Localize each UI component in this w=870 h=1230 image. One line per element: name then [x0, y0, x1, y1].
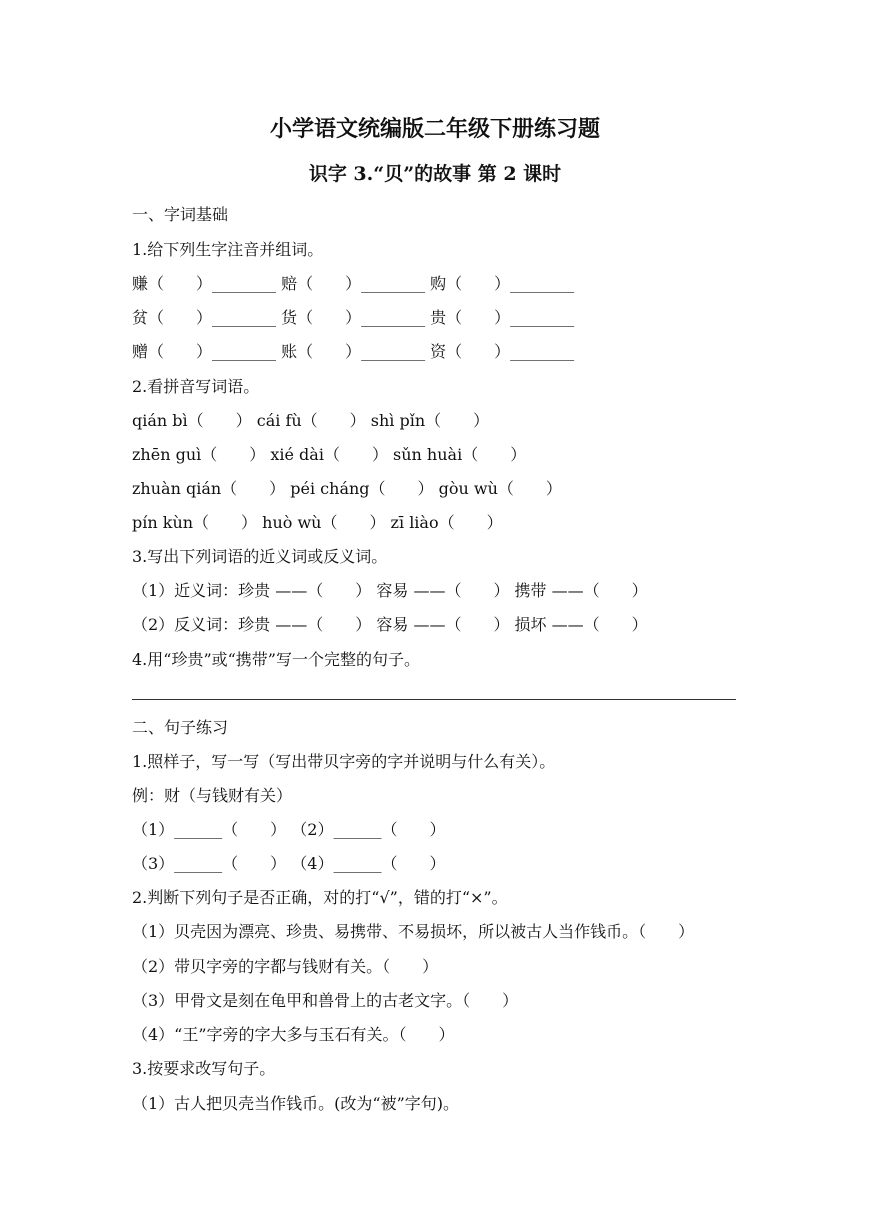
question-prompt: 4.用“珍贵”或“携带”写一个完整的句子。: [132, 650, 420, 669]
exercise-row: qián bì（ ） cái fù（ ） shì pǐn（ ）: [132, 411, 490, 430]
section-heading: 一、字词基础: [132, 205, 229, 224]
judgment-item: （2）带贝字旁的字都与钱财有关。（ ）: [132, 957, 439, 976]
exercise-row: pín kùn（ ） huò wù（ ） zī liào（ ）: [132, 513, 503, 532]
exercise-row: （2）反义词：珍贵 ——（ ） 容易 ——（ ） 损坏 ——（ ）: [132, 615, 648, 634]
section-heading: 二、句子练习: [132, 718, 229, 737]
question-prompt: 2.判断下列句子是否正确，对的打“√”，错的打“×”。: [132, 888, 508, 907]
exercise-row: （1）近义词：珍贵 ——（ ） 容易 ——（ ） 携带 ——（ ）: [132, 581, 648, 600]
judgment-item: （1）贝壳因为漂亮、珍贵、易携带、不易损坏，所以被古人当作钱币。（ ）: [132, 922, 695, 941]
example-line: 例：财（与钱财有关）: [132, 786, 293, 805]
page-title: 小学语文统编版二年级下册练习题: [269, 116, 600, 142]
judgment-item: （4）“王”字旁的字大多与玉石有关。（ ）: [132, 1025, 455, 1044]
exercise-row: （1）______（ ） （2）______（ ）: [132, 820, 446, 839]
page-subtitle: 识字 3.“贝”的故事 第 2 课时: [308, 163, 562, 185]
rewrite-item: （1）古人把贝壳当作钱币。(改为“被”字句)。: [132, 1094, 460, 1113]
exercise-row: 赚（ ）________ 赔（ ）________ 购（ ）________: [132, 274, 575, 293]
question-prompt: 3.按要求改写句子。: [132, 1059, 276, 1078]
judgment-item: （3）甲骨文是刻在龟甲和兽骨上的古老文字。（ ）: [132, 991, 519, 1010]
exercise-row: 贫（ ）________ 货（ ）________ 贵（ ）________: [132, 308, 575, 327]
exercise-row: 赠（ ）________ 账（ ）________ 资（ ）________: [132, 342, 575, 361]
exercise-row: zhēn guì（ ） xié dài（ ） sǔn huài（ ）: [132, 445, 527, 464]
question-prompt: 1.照样子，写一写（写出带贝字旁的字并说明与什么有关）。: [132, 752, 556, 771]
exercise-row: （3）______（ ） （4）______（ ）: [132, 854, 446, 873]
question-prompt: 3.写出下列词语的近义词或反义词。: [132, 547, 388, 566]
question-prompt: 2.看拼音写词语。: [132, 377, 260, 396]
question-prompt: 1.给下列生字注音并组词。: [132, 240, 324, 259]
answer-line: [132, 699, 736, 700]
exercise-row: zhuàn qián（ ） péi cháng（ ） gòu wù（ ）: [132, 479, 562, 498]
